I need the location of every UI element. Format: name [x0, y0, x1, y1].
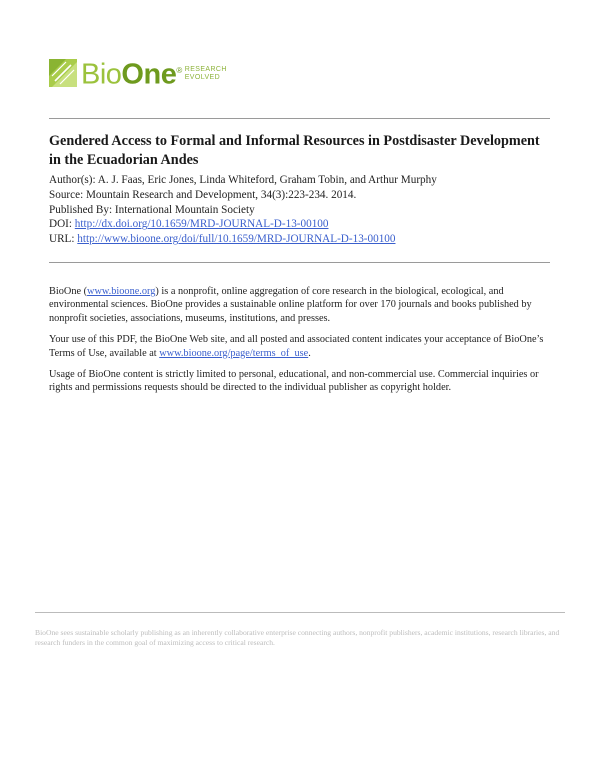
- publisher-label: Published By:: [49, 203, 113, 216]
- authors-value: A. J. Faas, Eric Jones, Linda Whiteford, Graham Tobin, and Arthur Murphy: [97, 174, 437, 186]
- metadata-divider: [49, 262, 550, 263]
- doi-label: DOI:: [49, 218, 72, 231]
- logo-word-bio: Bio: [81, 58, 122, 91]
- logo-tagline: [185, 66, 227, 82]
- notice-p1-post: ) is a nonprofit, online aggregation of core research in the biological, ecological, and environmental sciences. BioOne provides a sustainable online platform for over 170 journals and books published by nonprofit societies, associations, museums, institutions, and presses.: [49, 286, 532, 324]
- bioone-logo: [49, 56, 227, 90]
- article-metadata: [49, 173, 554, 247]
- notice-p2-pre: Your use of this PDF, the BioOne Web site, and all posted and associated content indicates your acceptance of BioOne’s Terms of Use, available at: [49, 334, 544, 359]
- logo-tagline-line2: EVOLVED: [184, 74, 221, 81]
- logo-wordmark: [81, 56, 182, 90]
- logo-tagline-line1: RESEARCH: [184, 66, 227, 73]
- footer-divider: [35, 612, 565, 613]
- notice-p1-pre: BioOne (: [49, 286, 88, 297]
- notice-paragraph-terms: [49, 333, 554, 360]
- logo-word-one: One: [121, 58, 177, 91]
- source-line: [49, 188, 554, 203]
- url-line: [49, 232, 554, 247]
- doi-line: [49, 217, 554, 232]
- header-divider: [49, 118, 550, 119]
- notice-p2-post: .: [308, 347, 311, 359]
- notice-paragraph-usage: Usage of BioOne content is strictly limited to personal, educational, and non-commercial use. Commercial inquiries or rights and permissions requests should be directed to the individual publisher as copyright holder.: [49, 369, 539, 394]
- article-title: Gendered Access to Formal and Informal Resources in Postdisaster Development in the Ecuadorian Andes: [49, 133, 540, 168]
- source-value: Mountain Research and Development, 34(3):223-234. 2014.: [85, 188, 357, 201]
- publisher-line: [49, 203, 554, 218]
- terms-of-use-link[interactable]: www.bioone.org/page/terms_of_use: [159, 347, 309, 359]
- footer-text: BioOne sees sustainable scholarly publishing as an inherently collaborative enterprise connecting authors, nonprofit publishers, academic institutions, research libraries, and research funders in the common goal of maximizing access to critical research.: [35, 628, 560, 647]
- authors-line: [49, 173, 554, 188]
- bioone-leaf-icon: [49, 59, 77, 87]
- bioone-notice: [49, 285, 554, 403]
- url-label: URL:: [49, 233, 75, 246]
- url-link[interactable]: http://www.bioone.org/doi/full/10.1659/MRD-JOURNAL-D-13-00100: [77, 233, 396, 246]
- authors-label: Author(s):: [49, 174, 96, 186]
- bioone-home-link[interactable]: www.bioone.org: [87, 286, 156, 297]
- logo-registered: ®: [176, 66, 182, 76]
- source-label: Source:: [49, 188, 84, 201]
- notice-paragraph-about: [49, 285, 554, 325]
- doi-link[interactable]: http://dx.doi.org/10.1659/MRD-JOURNAL-D-13-00100: [74, 218, 329, 231]
- publisher-value: International Mountain Society: [114, 203, 255, 216]
